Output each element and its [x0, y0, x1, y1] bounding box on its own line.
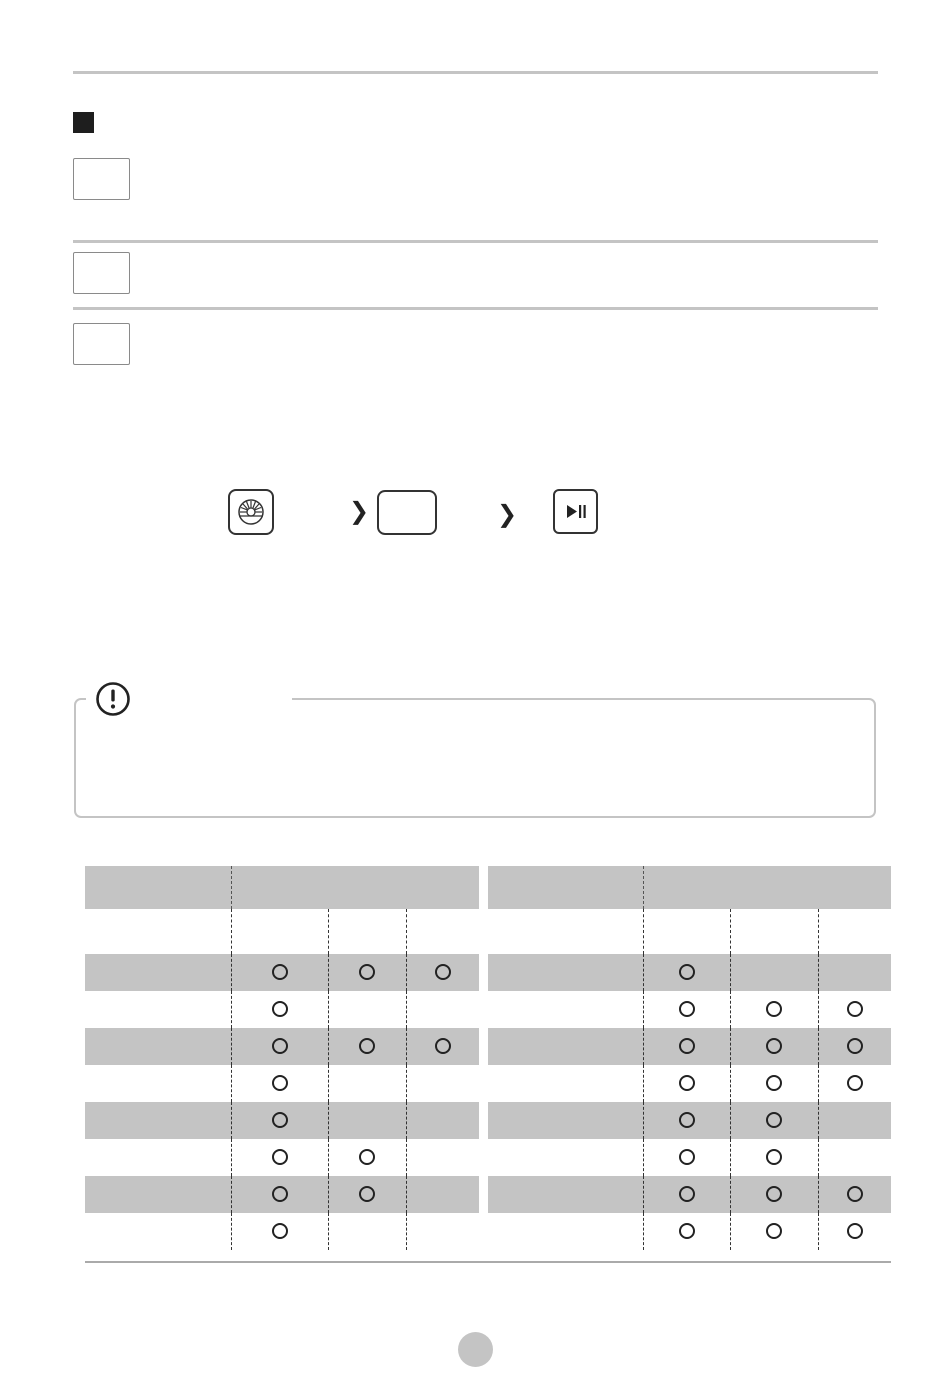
compat-circle-mark [272, 1075, 288, 1091]
empty-mark [359, 1073, 375, 1089]
table-row [85, 1065, 891, 1102]
compat-circle-mark [679, 1223, 695, 1239]
compat-circle-mark [359, 964, 375, 980]
table-row [85, 1213, 891, 1250]
compat-circle-mark [847, 1186, 863, 1202]
compat-circle-mark [847, 1038, 863, 1054]
compat-circle-mark [679, 1112, 695, 1128]
compat-circle-mark [847, 1075, 863, 1091]
separator-rule-1 [73, 240, 878, 243]
page-number-dot [458, 1332, 493, 1367]
compat-circle-mark [272, 1149, 288, 1165]
empty-mark [847, 1110, 863, 1126]
separator-rule-2 [73, 307, 878, 310]
table-row [85, 954, 891, 991]
top-rule [73, 71, 878, 74]
compat-circle-mark [766, 1149, 782, 1165]
compat-circle-mark [679, 1149, 695, 1165]
table-bottom-rule [85, 1261, 891, 1263]
compat-circle-mark [679, 1001, 695, 1017]
compat-circle-mark [272, 1186, 288, 1202]
table-row [85, 1028, 891, 1065]
table-header-row [85, 866, 891, 909]
play-pause-icon [555, 491, 596, 532]
play-pause-button[interactable] [553, 489, 598, 534]
table-row [85, 1176, 891, 1213]
empty-mark [359, 1110, 375, 1126]
chevron-right-icon: ❯ [349, 497, 370, 525]
compat-circle-mark [766, 1038, 782, 1054]
compat-circle-mark [847, 1001, 863, 1017]
dial-icon [230, 491, 272, 533]
table-row [85, 991, 891, 1028]
option-box-3 [73, 323, 130, 365]
option-box-2 [73, 252, 130, 294]
compat-circle-mark [766, 1186, 782, 1202]
compat-circle-mark [272, 1038, 288, 1054]
note-box [74, 698, 876, 818]
empty-mark [847, 962, 863, 978]
empty-mark [359, 1221, 375, 1237]
table-subheader-row [85, 909, 891, 954]
empty-mark [435, 1184, 451, 1200]
compat-circle-mark [435, 964, 451, 980]
compat-circle-mark [679, 1075, 695, 1091]
empty-mark [766, 962, 782, 978]
compat-circle-mark [766, 1001, 782, 1017]
compat-circle-mark [766, 1075, 782, 1091]
compat-circle-mark [359, 1038, 375, 1054]
compatibility-table [85, 866, 891, 1250]
empty-mark [435, 1073, 451, 1089]
compat-circle-mark [359, 1186, 375, 1202]
dial-button[interactable] [228, 489, 274, 535]
empty-mark [435, 999, 451, 1015]
compat-circle-mark [679, 1038, 695, 1054]
empty-mark [435, 1110, 451, 1126]
blank-button[interactable] [377, 490, 437, 535]
empty-mark [359, 999, 375, 1015]
exclamation-circle-icon [95, 681, 131, 717]
compat-circle-mark [847, 1223, 863, 1239]
compat-circle-mark [679, 1186, 695, 1202]
compat-circle-mark [272, 1223, 288, 1239]
option-box-1 [73, 158, 130, 200]
empty-mark [435, 1221, 451, 1237]
section-bullet-square [73, 112, 94, 133]
compat-circle-mark [272, 1001, 288, 1017]
table-row [85, 1102, 891, 1139]
compat-circle-mark [435, 1038, 451, 1054]
compat-circle-mark [679, 964, 695, 980]
compat-circle-mark [359, 1149, 375, 1165]
compat-circle-mark [272, 964, 288, 980]
compat-circle-mark [766, 1112, 782, 1128]
chevron-right-icon: ❯ [497, 500, 518, 528]
compat-circle-mark [272, 1112, 288, 1128]
empty-mark [435, 1147, 451, 1163]
compat-circle-mark [766, 1223, 782, 1239]
empty-mark [847, 1147, 863, 1163]
table-row [85, 1139, 891, 1176]
